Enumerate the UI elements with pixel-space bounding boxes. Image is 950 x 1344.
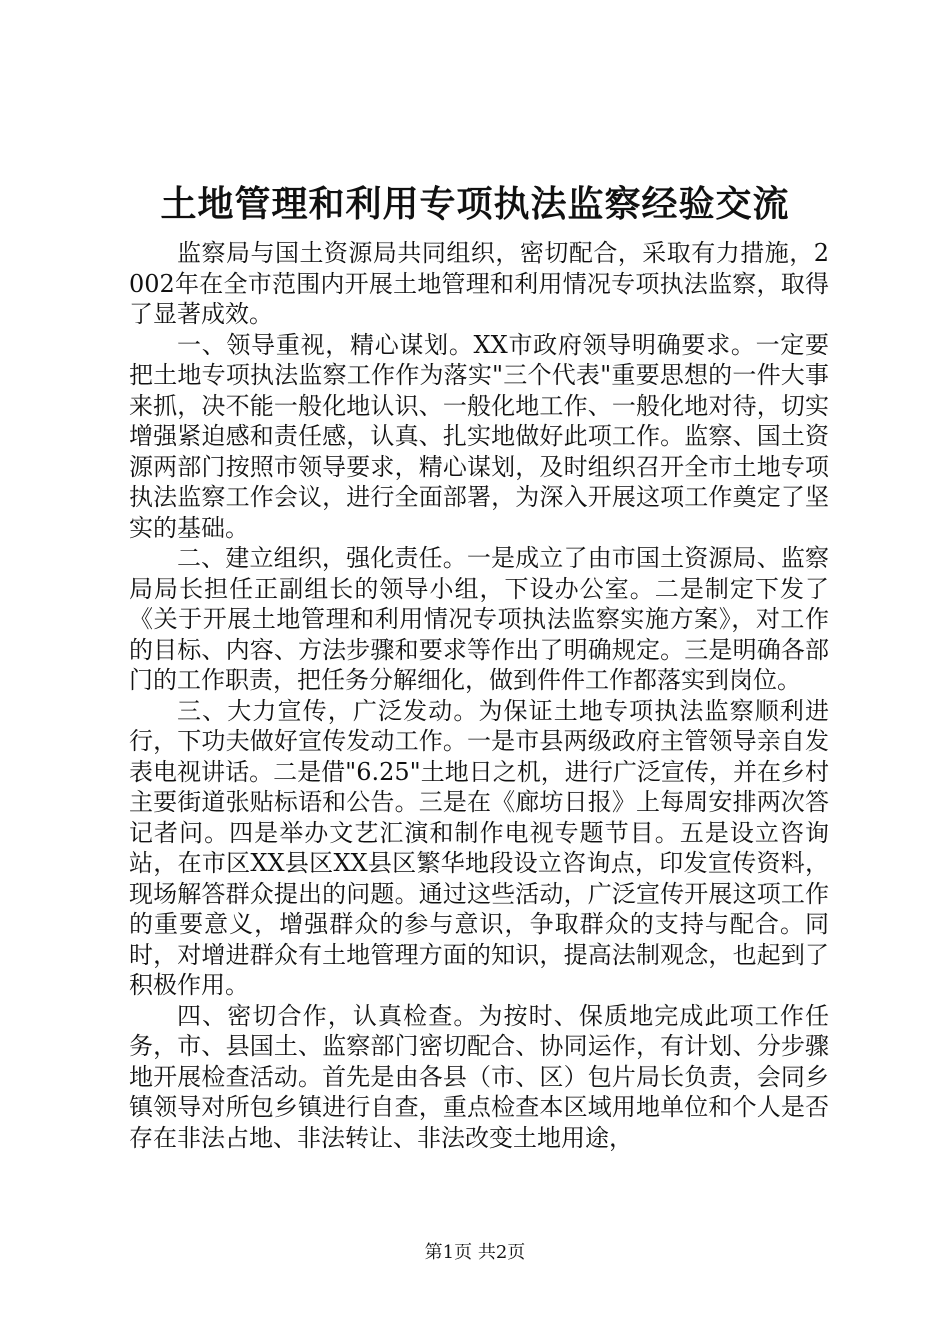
paragraph-section-3: 三、大力宣传，广泛发动。为保证土地专项执法监察顺利进行，下功夫做好宣传发动工作。一是市县两级政府主管领导亲自发表电视讲话。二是借"6.25"土地日之机，进行广泛宣传，并在乡村主要街道张贴标语和公告。三是在《廊坊日报》上每周安排两次答记者问。四是举办文艺汇演和制作电视专题节目。五是设立咨询站，在市区XX县区XX县区繁华地段设立咨询点，印发宣传资料，现场解答群众提出的问题。通过这些活动，广泛宣传开展这项工作的重要意义，增强群众的参与意识，争取群众的支持与配合。同时，对增进群众有土地管理方面的知识，提高法制观念，也起到了积极作用。 bbox=[129, 696, 829, 999]
document-title: 土地管理和利用专项执法监察经验交流 bbox=[160, 183, 790, 225]
paragraph-section-4: 四、密切合作，认真检查。为按时、保质地完成此项工作任务，市、县国土、监察部门密切配合、协同运作，有计划、分步骤地开展检查活动。首先是由各县（市、区）包片局长负责，会同乡镇领导对所包乡镇进行自查，重点检查本区域用地单位和个人是否存在非法占地、非法转让、非法改变土地用途， bbox=[129, 1001, 829, 1152]
paragraph-section-2: 二、建立组织，强化责任。一是成立了由市国土资源局、监察局局长担任正副组长的领导小组，下设办公室。二是制定下发了《关于开展土地管理和利用情况专项执法监察实施方案》，对工作的目标、内容、方法步骤和要求等作出了明确规定。三是明确各部门的工作职责，把任务分解细化，做到件件工作都落实到岗位。 bbox=[129, 544, 829, 694]
paragraph-section-1: 一、领导重视，精心谋划。XX市政府领导明确要求。一定要把土地专项执法监察工作作为落实"三个代表"重要思想的一件大事来抓，决不能一般化地认识、一般化地工作、一般化地对待，切实增强紧迫感和责任感，认真、扎实地做好此项工作。监察、国土资源两部门按照市领导要求，精心谋划，及时组织召开全市土地专项执法监察工作会议，进行全面部署，为深入开展这项工作奠定了坚实的基础。 bbox=[129, 330, 829, 542]
page-footer: 第1页 共2页 bbox=[424, 1242, 526, 1263]
document-body bbox=[129, 238, 829, 1153]
paragraph-intro: 监察局与国土资源局共同组织，密切配合，采取有力措施，2002年在全市范围内开展土地管理和利用情况专项执法监察，取得了显著成效。 bbox=[129, 239, 829, 328]
